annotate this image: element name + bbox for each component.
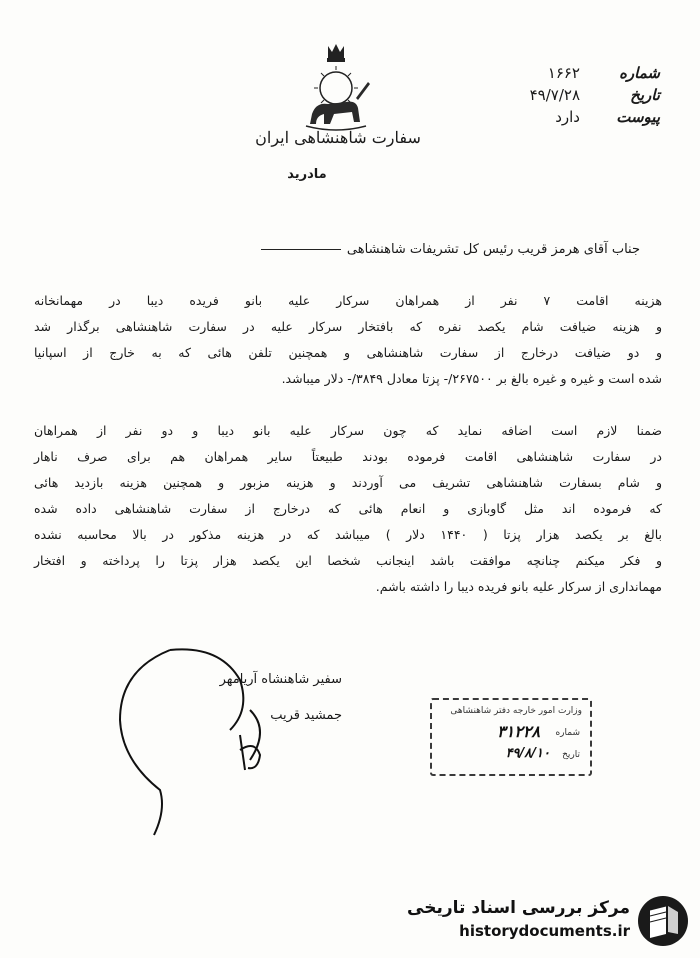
- body-line: و شام بسفارت شاهنشاهی تشریف می آوردند و هزینه مزبور و همچنین هزینه بازدید هائی: [34, 475, 662, 490]
- letter-body: [34, 288, 662, 600]
- body-line: و دو ضیافت درخارج از سفارت شاهنشاهی و همچنین تلفن هائی که به خارج از اسپانیا: [34, 345, 662, 360]
- body-line: که فرموده اند مثل گاوبازی و انعام هائی که درخارج از سفارت شاهنشاهی داده شده: [34, 501, 662, 516]
- receipt-stamp: [430, 698, 592, 776]
- handwritten-signature-icon: [100, 640, 300, 840]
- addressee: [120, 242, 640, 257]
- letter-attachment: دارد: [555, 108, 580, 126]
- attachment-label: پیوست: [616, 108, 660, 126]
- stamp-title: وزارت امور خارجه دفتر شاهنشاهی: [450, 706, 582, 716]
- addressee-text: جناب آقای هرمز قریب رئیس کل تشریفات شاهنشاهی: [346, 242, 640, 257]
- stamp-date: ۴۹/۸/۱۰: [505, 746, 550, 761]
- body-line: و هزینه ضیافت شام یکصد نفره که بافتخار سرکار علیه در سفارت شاهنشاهی برگذار شد: [34, 319, 662, 334]
- watermark-url: historydocuments.ir: [459, 922, 630, 940]
- body-line: شده است و غیره و غیره بالغ بر ۲۶۷۵۰۰/- پزتا معادل ۳۸۴۹/- دلار میباشد.: [281, 371, 662, 386]
- number-label: شماره: [619, 64, 660, 82]
- body-line: ضمنا لازم است اضافه نماید که چون سرکار علیه بانو دیبا و دو نفر از همراهان: [34, 423, 662, 438]
- watermark-title: مرکز بررسی اسناد تاریخی: [407, 898, 630, 918]
- ambassador-title: سفیر شاهنشاه آریامهر: [219, 672, 342, 687]
- body-line: مهمانداری از سرکار علیه بانو فریده دیبا را داشته باشم.: [375, 579, 662, 594]
- lion-and-sun-emblem-icon: [294, 42, 378, 132]
- date-label: تاریخ: [630, 86, 660, 104]
- stamp-date-label: تاریخ: [562, 750, 580, 760]
- city-name: مادرید: [287, 167, 327, 182]
- embassy-name: سفارت شاهنشاهی ایران: [255, 128, 421, 147]
- body-line: و فکر میکنم چنانچه موافقت باشد اینجانب شخصا این یکصد هزار پزتا را پرداخته و افتخار: [34, 553, 662, 568]
- addressee-flourish: [261, 249, 341, 250]
- header-labels: [600, 62, 660, 152]
- body-line: بالغ بر یکصد هزار پزتا ( ۱۴۴۰ دلار ) میباشد که در هزینه مذکور در بالا محاسبه نشده: [34, 527, 662, 542]
- letter-number: ۱۶۶۲: [547, 64, 580, 82]
- body-line: در سفارت شاهنشاهی اقامت فرموده بودند طبیعتاً سایر همراهان هم برای صرف ناهار: [34, 449, 662, 464]
- body-line: هزینه اقامت ۷ نفر از همراهان سرکار علیه بانو فریده دیبا در مهمانخانه: [34, 293, 662, 308]
- archive-watermark: [390, 894, 690, 950]
- stamp-number-label: شماره: [555, 728, 580, 738]
- ambassador-name: جمشید قریب: [270, 708, 342, 723]
- letter-date: ۴۹/۷/۲۸: [529, 86, 580, 104]
- stamp-number: ۳۱۲۲۸: [497, 722, 540, 741]
- archive-logo-icon: [636, 894, 690, 948]
- header-values: [460, 62, 580, 152]
